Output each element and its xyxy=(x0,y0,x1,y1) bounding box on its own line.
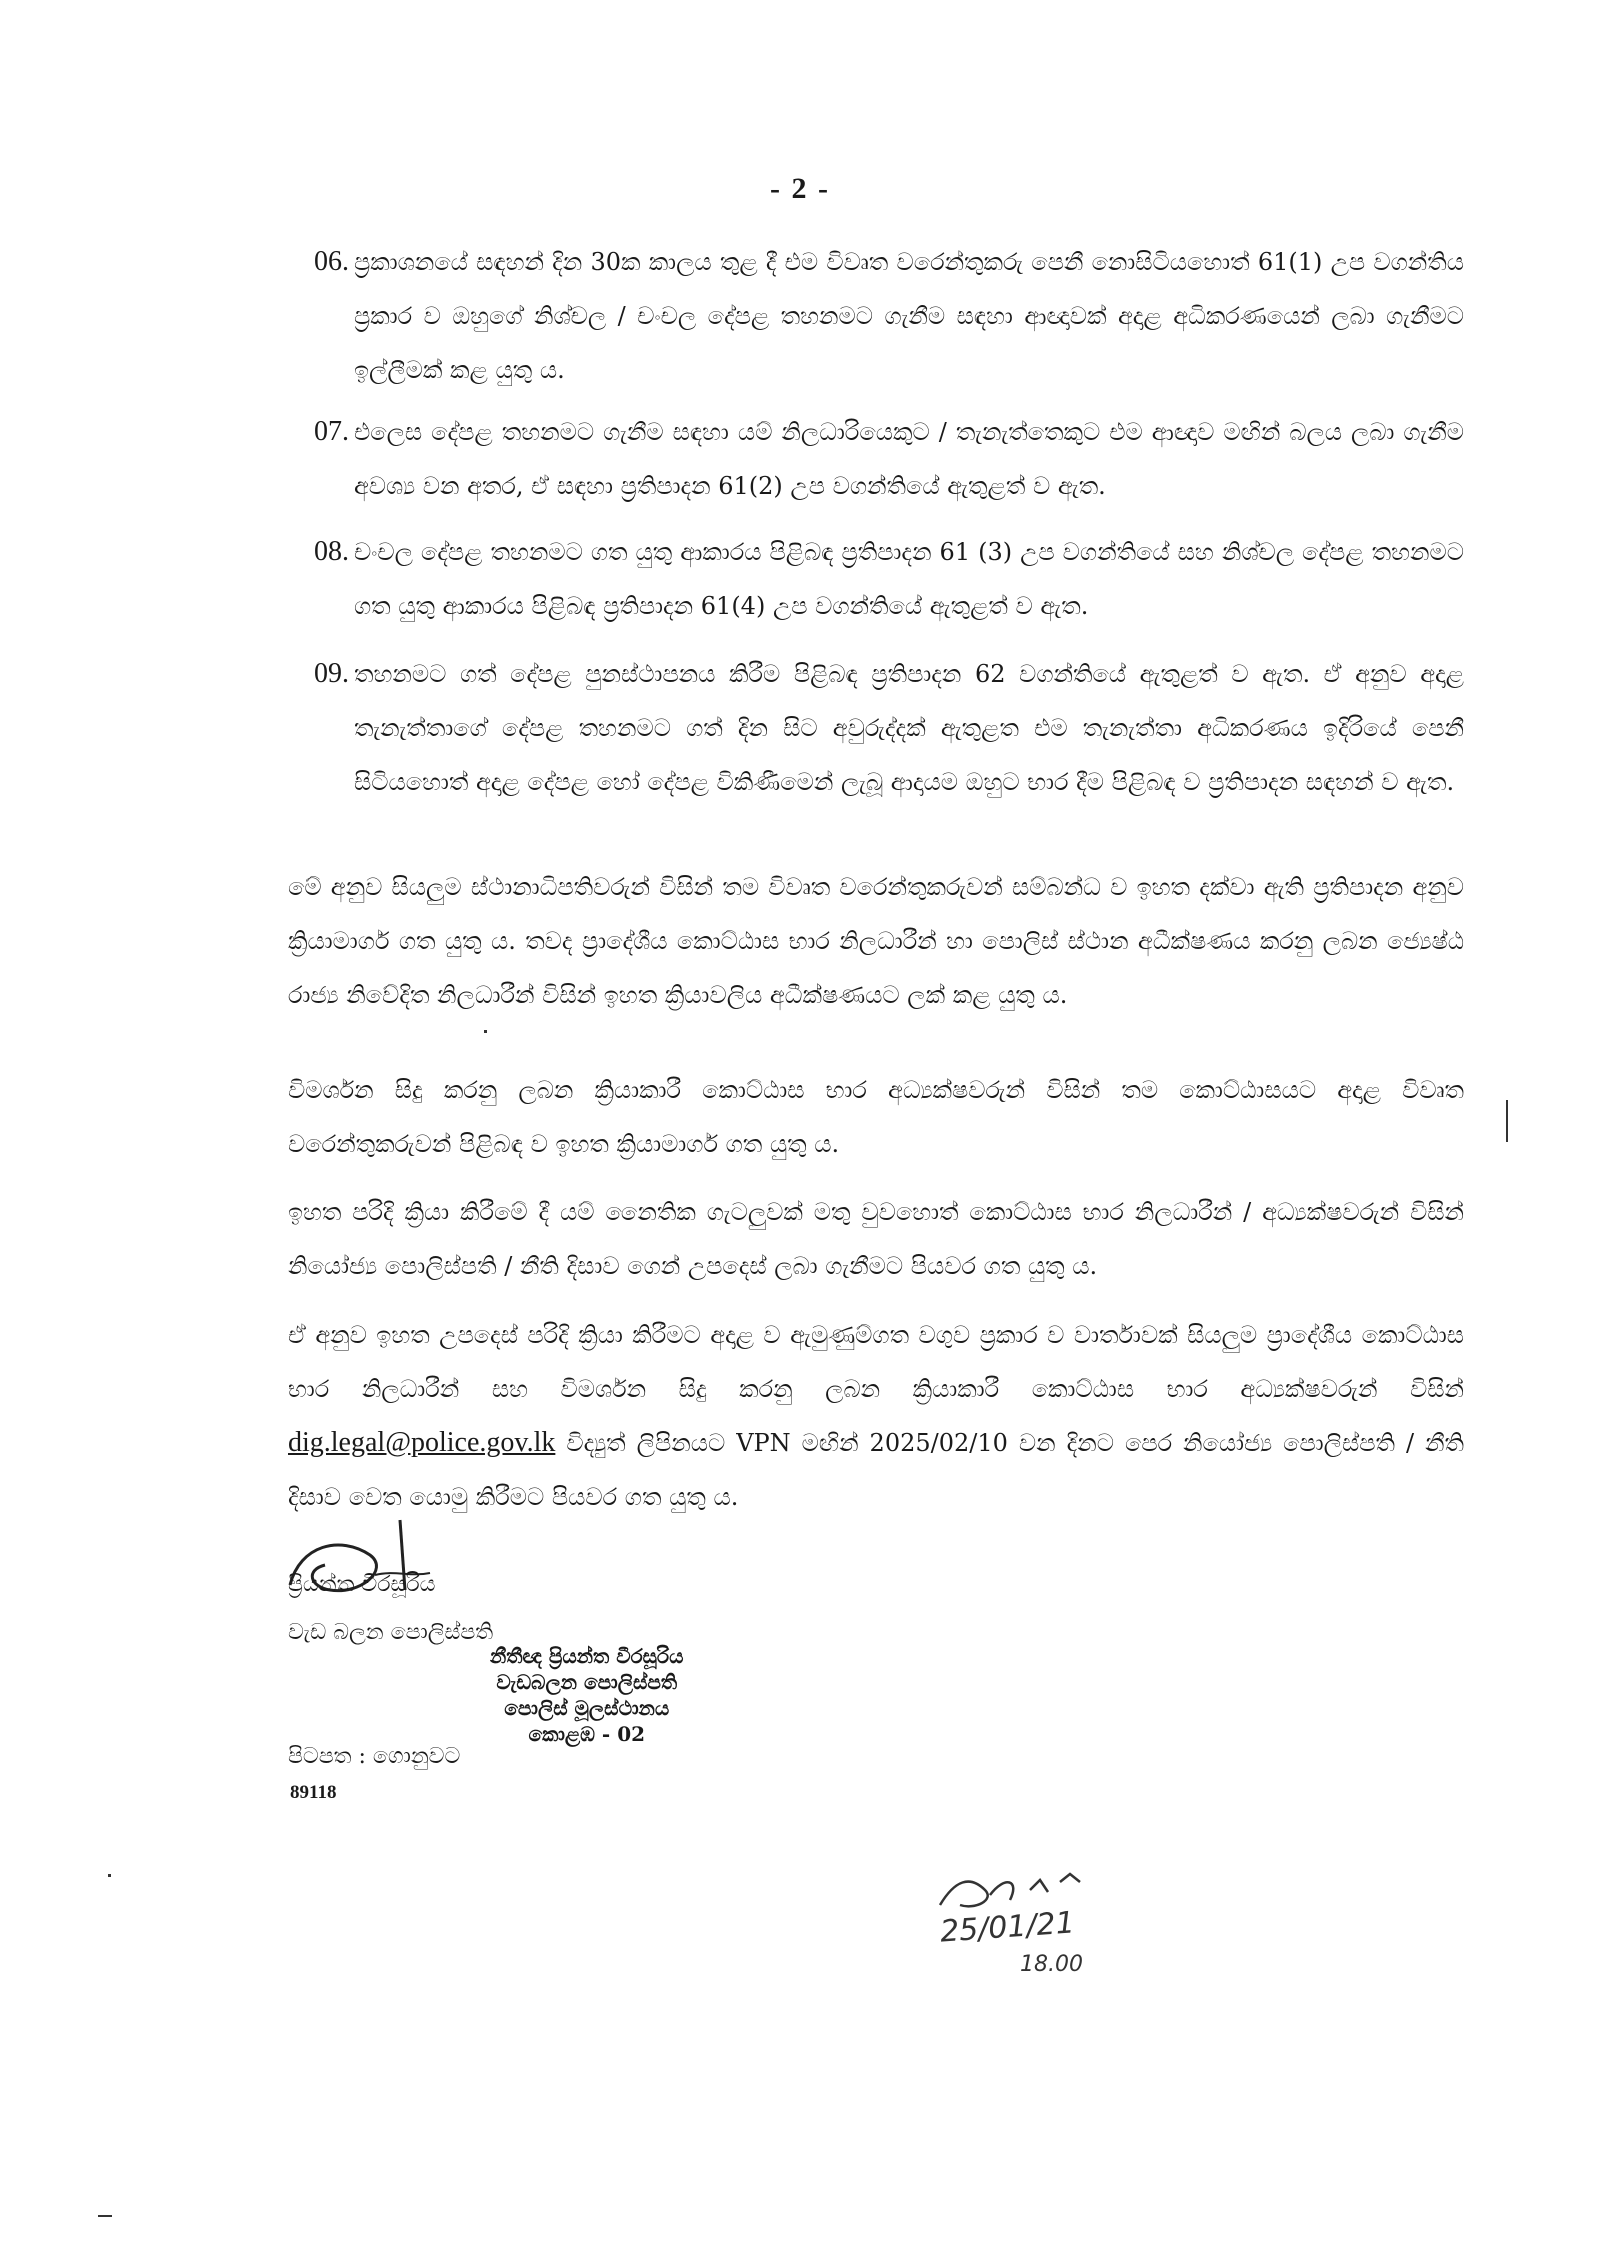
item-number: 09. xyxy=(314,658,349,689)
margin-mark xyxy=(1506,1100,1508,1142)
list-item-09 xyxy=(314,647,1464,809)
item-text: චංචල දේපළ තහනමට ගත යුතු ආකාරය පිළිබඳ ප්‍රතිපාදන 61 (3) උප වගන්තියේ සහ නිශ්චල දේපළ තහනමට ගත යුතු ආකාරය පිළිබඳ ප්‍රතිපාදන 61(4) උප වගන්තියේ ඇතුළත් ව ඇත. xyxy=(354,538,1464,620)
page-number: - 2 - xyxy=(770,172,830,205)
item-number: 06. xyxy=(314,246,349,277)
handwritten-time: 18.00 xyxy=(1020,1952,1083,1977)
paragraph-text-start: ඒ අනුව ඉහත උපදෙස් පරිදි ක්‍රියා කිරීමට අදාළ ව ඇමුණුම්ගත වගුව ප්‍රකාර ව වාර්තාවක් සියලුම ප්‍රාදේශීය කොට්ඨාස භාර නිලධාරීන් සහ විමර්ශන සිදු කරනු ලබන ක්‍රියාකාරී කොට්ඨාස භාර අධ්‍යක්ෂවරුන් විසින් xyxy=(288,1321,1464,1403)
stamp-line-location: කොළඹ - 02 xyxy=(528,1722,646,1746)
list-item-06 xyxy=(314,235,1464,397)
copy-to: පිටපත : ගොනුවට xyxy=(288,1744,461,1769)
item-number: 07. xyxy=(314,416,349,447)
signatory-title: වැඩ බලන පොලිස්පති xyxy=(288,1620,494,1645)
paragraph-text-end: විද්‍යුත් ලිපිනයට VPN මඟින් 2025/02/10 වන දිනට පෙර නියෝජ්‍ය පොලිස්පති / නීති දිසාව වෙත යොමු කිරීමට පියවර ගත යුතු ය. xyxy=(288,1429,1464,1511)
item-text: එලෙස දේපළ තහනමට ගැනීම සඳහා යම් නිලධාරියෙකුට / තැනැත්තෙකුට එම ආඥාව මඟින් බලය ලබා ගැනීම අවශ්‍ය වන අතර, ඒ සඳහා ප්‍රතිපාදන 61(2) උප වගන්තියේ ඇතුළත් ව ඇත. xyxy=(354,418,1464,500)
scan-dot xyxy=(484,1030,487,1033)
item-number: 08. xyxy=(314,536,349,567)
stamp-line-title: වැඩබලන පොලිස්පති xyxy=(496,1670,678,1694)
signatory-name: ප්‍රියන්ත වීරසූරිය xyxy=(288,1572,436,1597)
paragraph-legal-issues: ඉහත පරිදි ක්‍රියා කිරීමේ දී යම් නෛතික ගැටලුවක් මතු වුවහොත් කොට්ඨාස භාර නිලධාරීන් / අධ්‍යක්ෂවරුන් විසින් නියෝජ්‍ය පොලිස්පති / නීති දිසාව ගෙන් උපදෙස් ලබා ගැනීමට පියවර ගත යුතු ය. xyxy=(288,1198,1464,1280)
stamp-line-name: නීතීඥ ප්‍රියන්ත වීරසූරිය xyxy=(490,1644,684,1668)
paragraph-reporting-instructions xyxy=(288,1308,1464,1524)
official-stamp xyxy=(490,1643,684,1747)
email-link[interactable]: dig.legal@police.gov.lk xyxy=(288,1427,556,1458)
signature-block xyxy=(288,1568,493,1650)
margin-dash xyxy=(98,2215,112,2217)
paragraph-station-heads: මේ අනුව සියලුම ස්ථානාධිපතිවරුන් විසින් තම විවෘත වරෙන්තුකරුවන් සම්බන්ධ ව ඉහත දක්වා ඇති ප්‍රතිපාදන අනුව ක්‍රියාමාර්ග ගත යුතු ය. තවද ප්‍රාදේශීය කොට්ඨාස භාර නිලධාරීන් හා පොලිස් ස්ථාන අධීක්ෂණය කරනු ලබන ජ්‍යෙෂ්ඨ රාජ්‍ය නිවේදිත නිලධාරීන් විසින් ඉහත ක්‍රියාවලිය අධීක්ෂණයට ලක් කළ යුතු ය. xyxy=(288,873,1464,1009)
handwritten-note xyxy=(930,1860,1170,1980)
list-item-07 xyxy=(314,405,1464,513)
item-text: තහනමට ගත් දේපළ පුනස්ථාපනය කිරීම පිළිබඳ ප්‍රතිපාදන 62 වගන්තියේ ඇතුළත් ව ඇත. ඒ අනුව අදාළ තැනැත්තාගේ දේපළ තහනමට ගත් දින සිට අවුරුද්දක් ඇතුළත එම තැනැත්තා අධිකරණය ඉදිරියේ පෙනී සිටියහොත් අදාළ දේපළ හෝ දේපළ විකිණීමෙන් ලැබූ ආදායම ඔහුට භාර දීම පිළිබඳ ව ප්‍රතිපාදන සඳහන් ව ඇත. xyxy=(354,660,1464,796)
paragraph-investigation-directors: විමර්ශන සිදු කරනු ලබන ක්‍රියාකාරී කොට්ඨාස භාර අධ්‍යක්ෂවරුන් විසින් තම කොට්ඨාසයට අදාළ විවෘත වරෙන්තුකරුවන් පිළිබඳ ව ඉහත ක්‍රියාමාර්ග ගත යුතු ය. xyxy=(288,1076,1464,1158)
list-item-08 xyxy=(314,525,1464,633)
item-text: ප්‍රකාශනයේ සඳහන් දින 30ක කාලය තුළ දී එම විවෘත වරෙන්තුකරු පෙනී නොසිටියහොත් 61(1) උප වගන්තිය ප්‍රකාර ව ඔහුගේ නිශ්චල / චංචල දේපළ තහනමට ගැනීම සඳහා ආඥාවක් අදාළ අධිකරණයෙන් ලබා ගැනීමට ඉල්ලීමක් කළ යුතු ය. xyxy=(354,248,1464,384)
scan-dot xyxy=(108,1874,111,1877)
reference-number: 89118 xyxy=(290,1782,337,1803)
handwritten-date: 25/01/21 xyxy=(938,1905,1076,1950)
stamp-line-office: පොලිස් මූලස්ථානය xyxy=(504,1696,670,1720)
